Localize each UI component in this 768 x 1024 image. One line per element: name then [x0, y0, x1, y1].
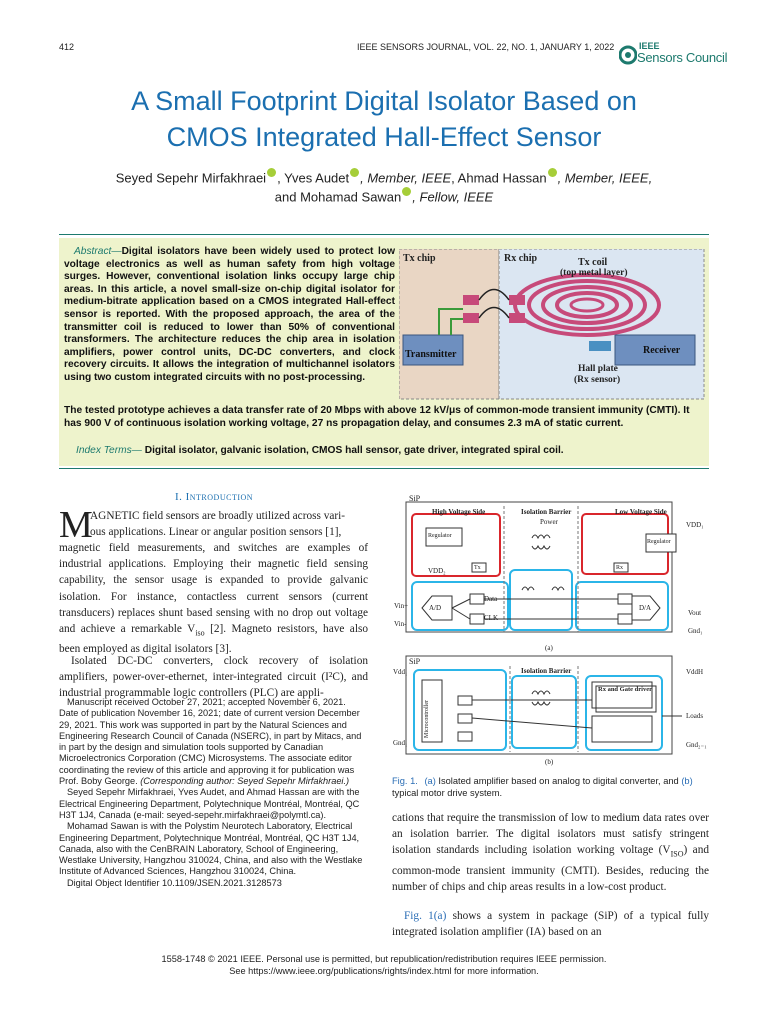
author-list — [60, 168, 708, 207]
right-text-3: shows a system in package (SiP) of a typical fully integrated isolation amplifier (IA) based on an — [392, 910, 710, 939]
ieee-sensors-council-logo — [619, 41, 728, 69]
fig1a-rx-top: Rx — [616, 565, 624, 571]
rx-pad-1 — [509, 295, 525, 305]
fig1b-iso-box — [512, 676, 576, 748]
author-1: Seyed Sepehr Mirfakhraei — [115, 170, 267, 186]
fig1b-mcu-label: Microcontroller — [424, 700, 430, 738]
right-text-2: ) and common-mode transient immunity (CMTI). Besides, reducing the number of chips and chip areas results in a low-cost product. — [392, 844, 709, 894]
intro-first-lines — [90, 508, 368, 540]
author-2: , Yves Audet — [277, 170, 350, 186]
figure-1 — [392, 490, 710, 770]
author-4: and Mohamad Sawan — [274, 189, 402, 205]
fig1a-sip-label: SiP — [409, 494, 421, 503]
caption-a-ref[interactable]: (a) — [424, 776, 436, 786]
orcid-icon[interactable] — [267, 168, 276, 177]
section-number: I. — [174, 491, 183, 503]
fig1a-da-label: D/A — [639, 604, 652, 612]
graphical-abstract-figure — [399, 249, 705, 401]
author-2-role: , Member, IEEE — [360, 170, 452, 186]
right-text-1: cations that require the transmission of low to medium data rates over an isolation barrier. The digital isolators must satisfy stringent isolation standards including isolation working voltage (V — [392, 812, 709, 857]
caption-prefix: Fig. 1. — [392, 776, 418, 786]
abstract-label: Abstract— — [74, 246, 122, 257]
orcid-icon[interactable] — [350, 168, 359, 177]
fig-hall-plate-sub: (Rx sensor) — [574, 375, 621, 385]
fig1b-gnd2: Gnd₂₋₁ — [686, 741, 707, 749]
fig-hall-plate-label: Hall plate — [578, 364, 618, 374]
index-terms-text: Digital isolator, galvanic isolation, CMOS hall sensor, gate driver, integrated spiral coil. — [141, 445, 564, 456]
fig1a-regulator-left-label: Regulator — [428, 533, 452, 539]
copyright-notice — [0, 953, 768, 977]
index-terms-label: Index Terms— — [76, 445, 142, 456]
tx-chip-region — [399, 249, 499, 399]
right-sub-1: ISO — [670, 849, 684, 859]
fig-1a-link[interactable]: Fig. 1(a) — [404, 910, 447, 922]
logo-mark-icon — [619, 43, 637, 67]
intro-line-2: ous applications. Linear or angular position sensors [1], — [90, 526, 342, 539]
first-word: AGNETIC — [90, 510, 140, 522]
logo-bottom: Sensors Council — [637, 50, 728, 65]
title-line-2: CMOS Integrated Hall-Effect Sensor — [166, 122, 602, 152]
fig-rx-chip-label: Rx chip — [504, 253, 538, 264]
section-title: Introduction — [185, 491, 254, 503]
fig1a-iso-data-box — [510, 570, 572, 630]
author-4-role: , Fellow, IEEE — [412, 189, 494, 205]
index-terms — [76, 445, 706, 456]
fig1b-barrier-label: Isolation Barrier — [521, 667, 572, 675]
fig1a-ad-label: A/D — [429, 604, 442, 612]
intro-paragraph-2: Isolated DC-DC converters, clock recovery of isolation amplifiers, power-over-ethernet, inter-integrated circuit (I²C), and industrial programmable logic controllers (PLC) are appli- — [59, 655, 368, 700]
abstract-top-rule — [59, 234, 709, 235]
fig1b-rx-gate-label: Rx and Gate driver — [598, 686, 652, 693]
fig1b-driver-2 — [592, 716, 652, 742]
paper-title — [0, 83, 768, 155]
journal-header: IEEE SENSORS JOURNAL, VOL. 22, NO. 1, JANUARY 1, 2022 — [357, 42, 615, 52]
footnote-affiliation-2: Mohamad Sawan is with the Polystim Neurotech Laboratory, Electrical Engineering Department, Polytechnique Montréal, Montréal, QC H3T 1J4, Canada, also with the CenBRAIN Laboratory, School of Engineering, Westlake University, Hangzhou 310024, China, and also with the Westlake Institute of Advanced Sciences, Hangzhou 310024, China. — [59, 821, 363, 877]
figure-1-caption — [392, 775, 710, 799]
tx-pad-1 — [463, 295, 479, 305]
intro-p1-end: [2]. Magneto resistors, have also been employed as digital isolators [3]. — [59, 623, 369, 656]
intro-line-1: field sensors are broadly utilized across vari- — [142, 510, 346, 522]
fig1a-panel-label: (a) — [545, 644, 553, 652]
orcid-icon[interactable] — [548, 168, 557, 177]
author-3-role: , Member, IEEE, — [557, 170, 653, 186]
abstract-text — [64, 246, 395, 385]
footnote-corresponding: (Corresponding author: Seyed Sepehr Mirfakhraei.) — [140, 776, 350, 787]
intro-p1-text: magnetic field measurements, and switches are examples of industrial applications. Employing their magnetic field sensing capability, the sensor usage is expanded to provide galvanic isolation. For instance, contactless current sensors (current transducers) replaces shunt based sensing with no drop out voltage and achieve a remarkable V — [59, 542, 368, 636]
caption-a-text: Isolated amplifier based on analog to digital converter, and — [435, 776, 682, 786]
footnote-received: Manuscript received October 27, 2021; accepted November 6, 2021. Date of publication November 16, 2021; date of current version December 29, 2021. This work was supported in part by the Natural Sciences and Engineering Research Council of Canada (NSERC), in part by Mitacs, and in part by the design and simulation tools supported by Canadian Microelectronics Corporation (CMC) Microsystems. The associate editor coordinating the review of this article and approving it for publication was Prof. Boby George. — [59, 697, 362, 787]
abstract-part1: Digital isolators have been widely used to protect low voltage electronics as well as human safety from high voltage surges. However, conventional isolation links occupy large chip areas. In this article, a novel small-size on-chip digital isolator for medium-bitrate application based on a CMOS integrated Hall-effect sensor is reported. With the proposed approach, the area of the transmitter coil is reduced to lower than 50% of conventional transformers. The architecture reduces the chip area in isolation amplifiers, power control units, DC-DC converters, and clock recovery circuits. It allows the integration of multichannel isolators using two custom integrated circuits with no post-processing. — [64, 246, 395, 383]
footnote — [59, 697, 367, 889]
fig-transmitter-label: Transmitter — [405, 349, 457, 360]
fig-tx-chip-label: Tx chip — [403, 253, 436, 264]
logo-top: IEEE — [639, 41, 660, 51]
caption-b-ref[interactable]: (b) — [681, 776, 693, 786]
fig1b-loads: Loads — [686, 712, 704, 720]
footnote-doi: Digital Object Identifier 10.1109/JSEN.2021.3128573 — [67, 877, 282, 888]
fig1a-barrier-label: Isolation Barrier — [521, 508, 572, 516]
right-column-paragraph-2 — [392, 908, 709, 940]
fig1a-data-label: Data — [484, 595, 498, 603]
fig1b-vddh: VddH — [686, 668, 704, 676]
section-heading — [59, 491, 369, 503]
fig1a-vin-plus: Vin+ — [394, 602, 409, 610]
copyright-line-2: See https://www.ieee.org/publications/rights/index.html for more information. — [229, 966, 539, 976]
fig-tx-coil-sub: (top metal layer) — [560, 268, 628, 278]
fig1a-vdd1-label: VDD₁ — [686, 521, 704, 529]
fig1b-sip-label: SiP — [409, 657, 421, 666]
drop-cap: M — [59, 504, 93, 546]
right-column-paragraph — [392, 810, 709, 895]
rx-pad-2 — [509, 313, 525, 323]
fig1b-gnd1: Gnd₁ — [393, 739, 408, 747]
caption-b-text: typical motor drive system. — [392, 788, 503, 798]
fig1a-gnd1: Gnd₁ — [688, 627, 703, 635]
hall-plate — [589, 341, 611, 351]
fig1a-power-label: Power — [540, 518, 558, 526]
fig1a-hv-label: High Voltage Side — [432, 508, 486, 516]
title-line-1: A Small Footprint Digital Isolator Based on — [131, 86, 637, 116]
page-number: 412 — [59, 42, 75, 52]
fig1a-vdd2-label: VDD₂ — [428, 567, 446, 575]
intro-paragraph-1 — [59, 540, 368, 658]
fig-tx-coil-label: Tx coil — [578, 257, 608, 268]
abstract-text-2: The tested prototype achieves a data transfer rate of 20 Mbps with above 12 kV/μs of common-mode transient immunity (CMTI). It has 900 V of continuous isolation working voltage, 27 ns propagation delay, and consumes 2.3 mA of static current. — [64, 405, 690, 429]
fig1a-clk-label: CLK — [484, 614, 498, 622]
copyright-line-1: 1558-1748 © 2021 IEEE. Personal use is permitted, but republication/redistribution requires IEEE permission. — [161, 954, 607, 964]
orcid-icon[interactable] — [402, 187, 411, 196]
footnote-affiliation-1: Seyed Sepehr Mirfakhraei, Yves Audet, and Ahmad Hassan are with the Electrical Engineering Department, Polytechnique Montréal, Montréal, QC H3T 1J4, Canada (e-mail: seyed-sepehr.mirfakhraei@polymtl.ca). — [59, 787, 360, 820]
fig1a-regulator-right-label: Regulator — [647, 539, 671, 545]
tx-pad-2 — [463, 313, 479, 323]
fig1b-vdd1: Vdd₁ — [393, 668, 408, 676]
fig1a-vin-minus: Vin- — [394, 620, 407, 628]
abstract-bottom-rule — [59, 468, 709, 469]
fig1a-tx-top: Tx — [474, 565, 481, 571]
fig1a-lv-label: Low Voltage Side — [615, 508, 667, 516]
fig1a-vout: Vout — [688, 609, 702, 617]
fig-receiver-label: Receiver — [643, 345, 681, 356]
author-3: , Ahmad Hassan — [451, 170, 547, 186]
fig1b-panel-label: (b) — [545, 758, 554, 766]
intro-p1-sub: iso — [195, 628, 205, 638]
